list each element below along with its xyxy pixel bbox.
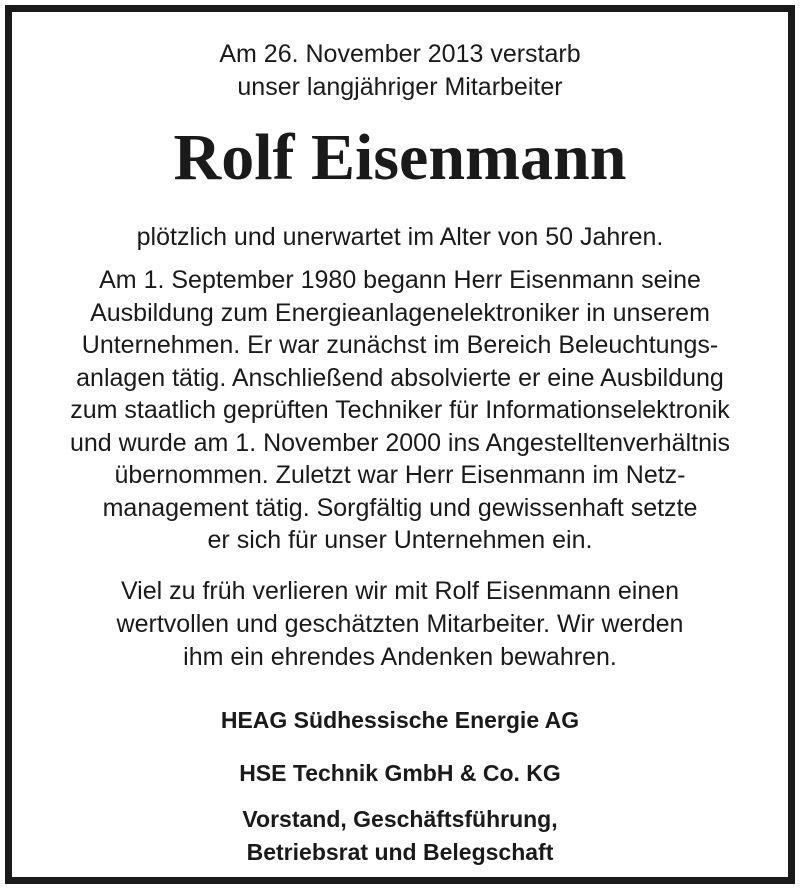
bio-line: management tätig. Sorgfältig und gewissenhaft setzte	[102, 493, 698, 522]
signatory-groups-line-1: Vorstand, Geschäftsführung,	[242, 806, 558, 832]
bio-line: übernommen. Zuletzt war Herr Eisenmann im Netz-	[114, 461, 686, 489]
signatory-company-1: HEAG Südhessische Energie AG	[220, 707, 580, 733]
bio-line: Unternehmen. Er war zunächst im Bereich Beleuchtungs-	[81, 331, 719, 359]
intro-text	[12, 38, 788, 104]
farewell-line: Viel zu früh verlieren wir mit Rolf Eisenmann einen	[120, 577, 680, 605]
bio-line: und wurde am 1. November 2000 ins Angestelltenverhältnis	[69, 428, 731, 457]
bio-line: er sich für unser Unternehmen ein.	[207, 526, 593, 554]
bio-line: zum staatlich geprüften Techniker für Informationselektronik	[70, 396, 730, 424]
intro-line-1: Am 26. November 2013 verstarb	[219, 40, 581, 68]
farewell-line: wertvollen und geschätzten Mitarbeiter. Wir werden	[116, 610, 684, 638]
farewell-paragraph	[12, 575, 788, 674]
obituary-notice	[5, 5, 795, 884]
bio-line: Am 1. September 1980 begann Herr Eisenmann seine	[99, 266, 701, 294]
signatory-groups-line-2: Betriebsrat und Belegschaft	[246, 839, 554, 865]
bio-line: Ausbildung zum Energieanlagenelektroniker in unserem	[90, 298, 710, 327]
signatory-company-2: HSE Technik GmbH & Co. KG	[239, 760, 561, 786]
intro-line-2: unser langjähriger Mitarbeiter	[237, 73, 563, 101]
bio-line: anlagen tätig. Anschließend absolvierte er eine Ausbildung	[76, 363, 724, 392]
age-line: plötzlich und unerwartet im Alter von 50 Jahren.	[136, 223, 664, 251]
biography-paragraph	[12, 264, 788, 557]
farewell-line: ihm ein ehrendes Andenken bewahren.	[183, 643, 617, 671]
signatory-groups	[12, 803, 788, 869]
deceased-name: Rolf Eisenmann	[173, 121, 627, 194]
